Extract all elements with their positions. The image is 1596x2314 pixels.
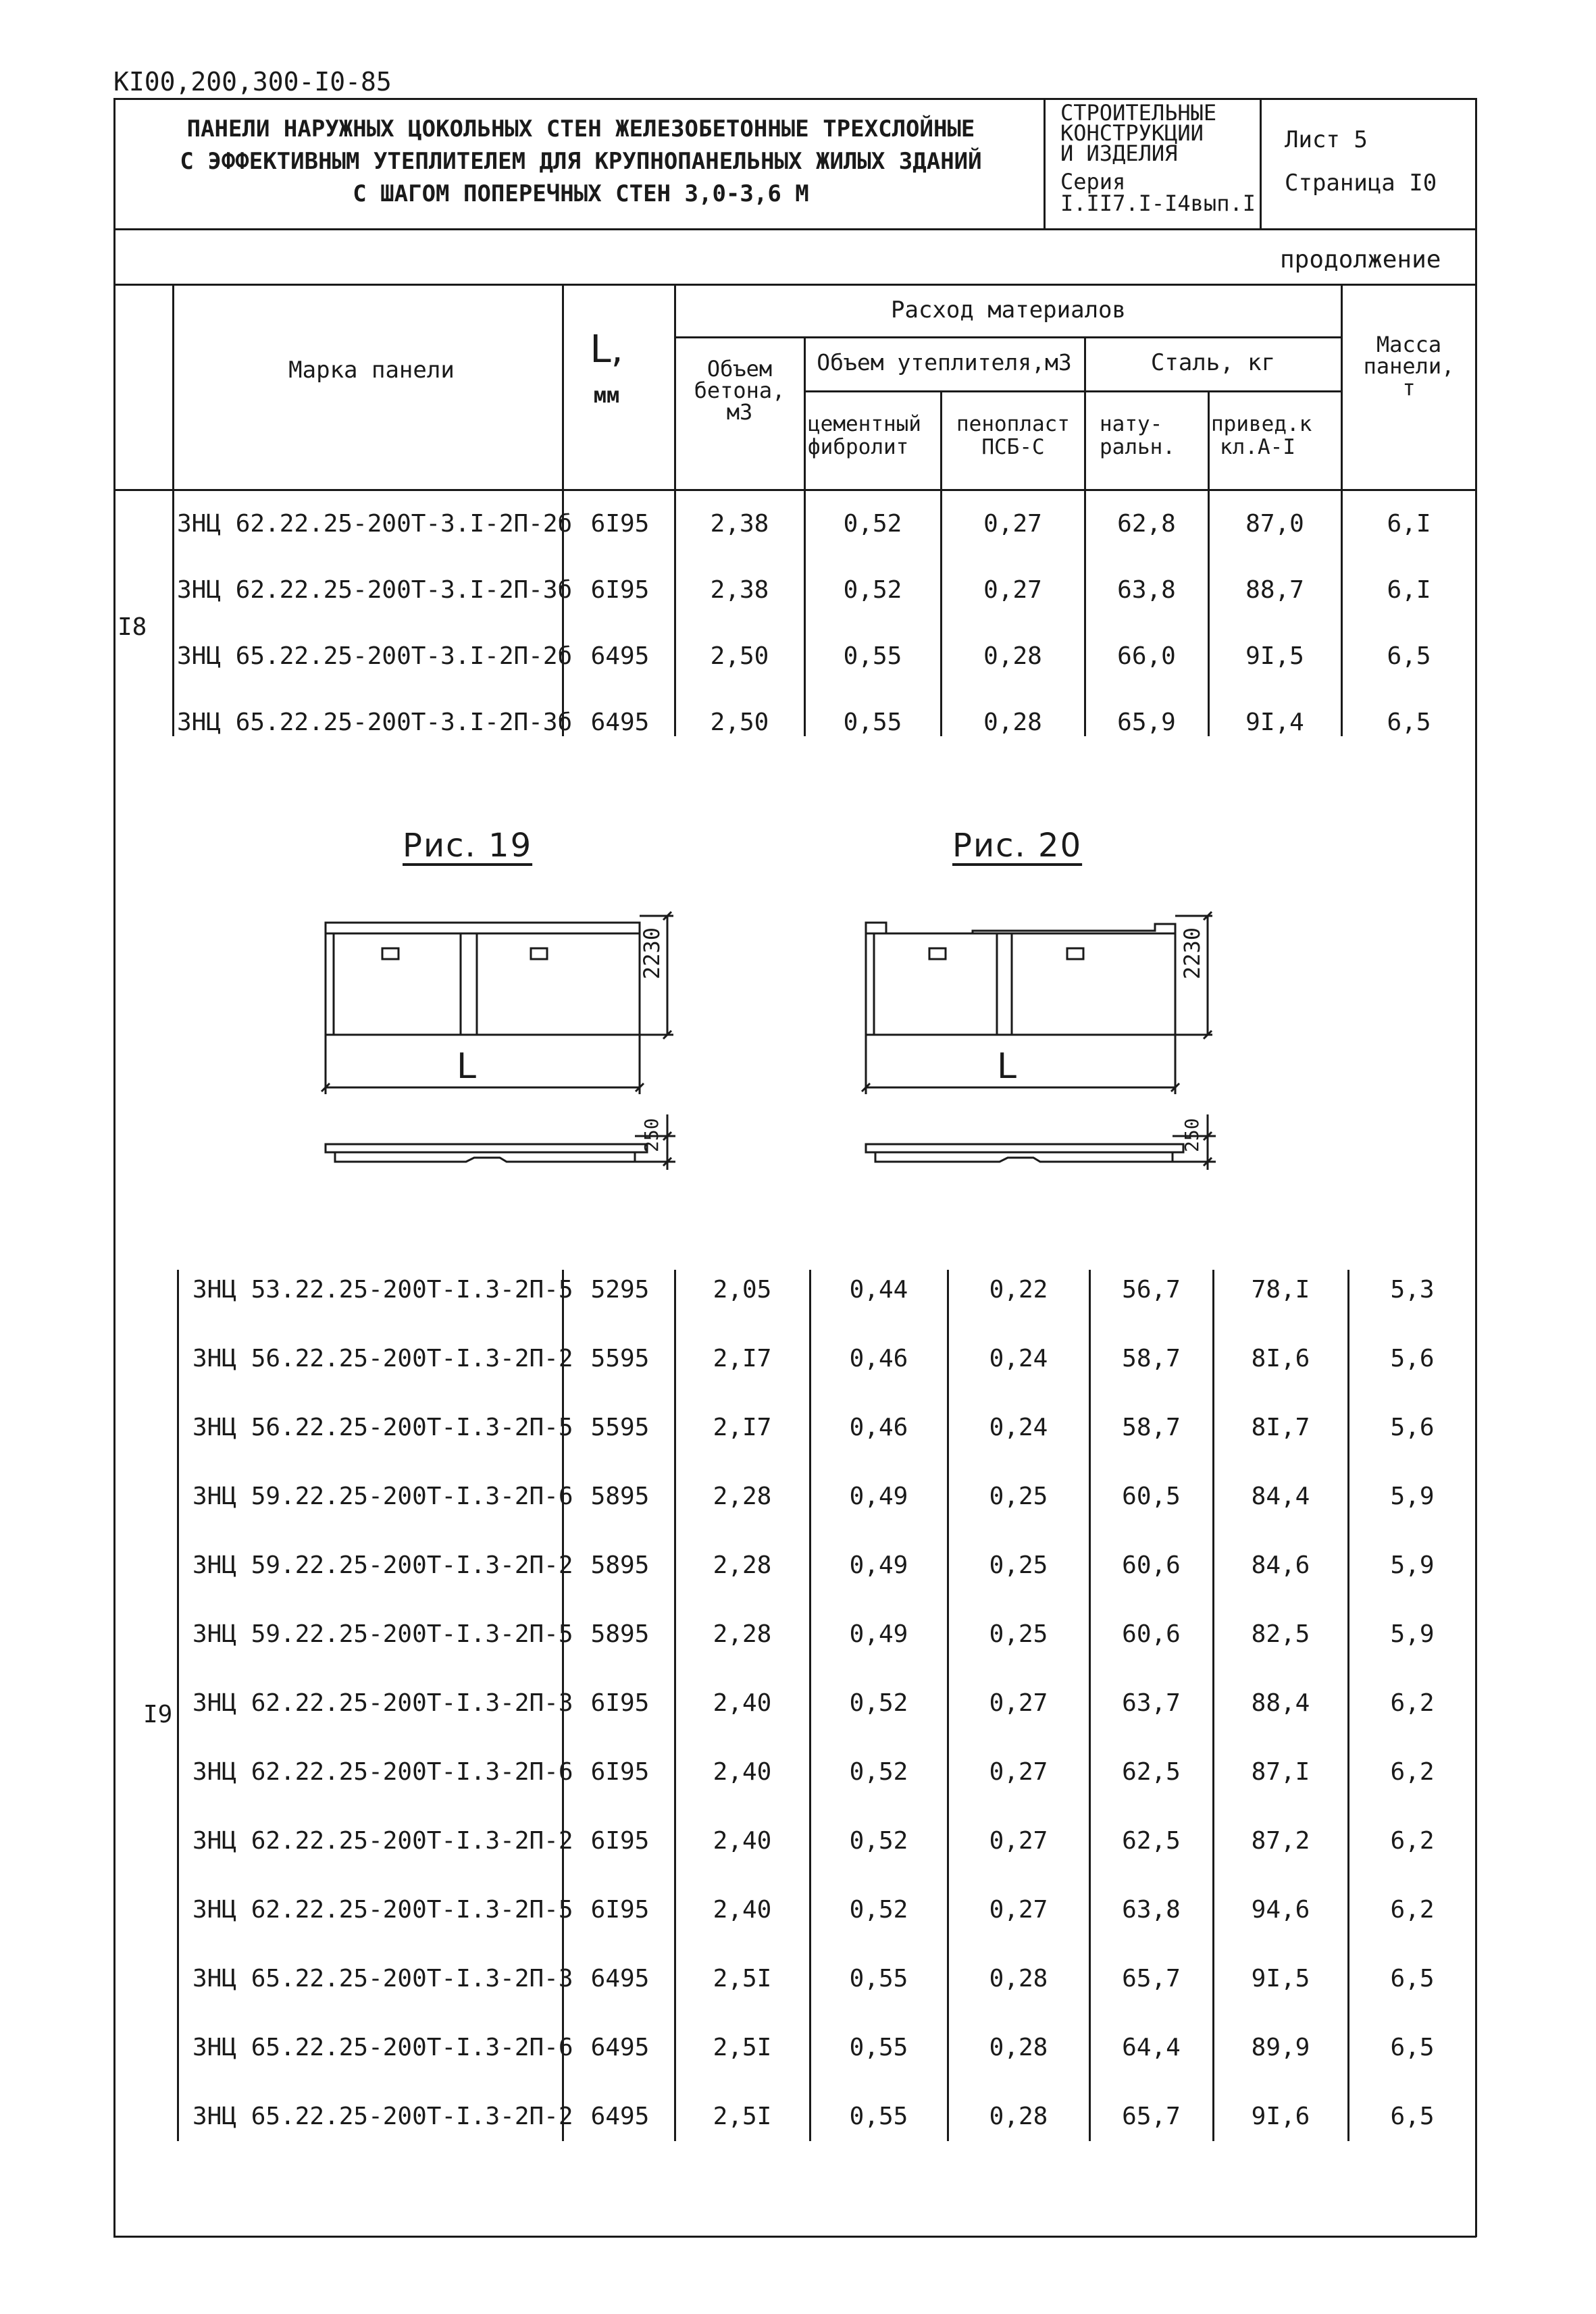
fibrolite-volume-cell: 0,49 — [849, 1620, 908, 1648]
header-concrete-l3: м3 — [726, 399, 753, 425]
steel-reduced-cell: 87,0 — [1245, 510, 1304, 538]
concrete-volume-cell: 2,I7 — [713, 1414, 772, 1441]
title-divider-2 — [1260, 98, 1262, 230]
header-reduced-l1: привед.к — [1211, 412, 1312, 436]
foam-volume-cell: 0,25 — [989, 1483, 1048, 1510]
fibrolite-volume-cell: 0,46 — [849, 1414, 908, 1441]
fig20-window-2 — [1067, 948, 1083, 959]
concrete-volume-cell: 2,40 — [713, 1758, 772, 1786]
fibrolite-volume-cell: 0,52 — [843, 510, 902, 538]
steel-reduced-cell: 9I,5 — [1251, 1965, 1310, 1992]
header-mass-l2: панели, — [1363, 353, 1455, 379]
concrete-volume-cell: 2,40 — [713, 1896, 772, 1924]
panel-mark-cell: 3НЦ 59.22.25-200Т-I.3-2П-6 — [192, 1483, 573, 1510]
panel-mass-cell: 6,2 — [1390, 1758, 1435, 1786]
fibrolite-volume-cell: 0,49 — [849, 1483, 908, 1510]
foam-volume-cell: 0,22 — [989, 1276, 1048, 1304]
steel-natural-cell: 60,5 — [1122, 1483, 1181, 1510]
length-cell: 6I95 — [590, 1896, 650, 1924]
fibrolite-volume-cell: 0,52 — [849, 1827, 908, 1855]
col-sep-mark — [562, 284, 564, 490]
panel-mass-cell: 6,I — [1387, 510, 1431, 538]
length-cell: 6I95 — [590, 1689, 650, 1717]
header-sub-line-2 — [804, 390, 1341, 392]
fig20-height-label: 2230 — [1179, 927, 1205, 979]
steel-natural-cell: 65,7 — [1122, 2103, 1181, 2130]
fig20-thickness-label: 250 — [1181, 1118, 1203, 1152]
panel-mark-cell: 3НЦ 59.22.25-200Т-I.3-2П-2 — [192, 1551, 573, 1579]
steel-natural-cell: 65,9 — [1117, 709, 1176, 736]
steel-reduced-cell: 8I,6 — [1251, 1345, 1310, 1372]
g19-sep-fig — [177, 1270, 179, 2141]
col-sep-fig — [172, 284, 174, 490]
length-cell: 6495 — [590, 642, 650, 670]
steel-natural-cell: 62,5 — [1122, 1758, 1181, 1786]
figure-20-title: Рис. 20 — [952, 827, 1083, 865]
concrete-volume-cell: 2,40 — [713, 1827, 772, 1855]
foam-volume-cell: 0,28 — [983, 709, 1042, 736]
panel-mass-cell: 6,2 — [1390, 1896, 1435, 1924]
steel-natural-cell: 63,8 — [1117, 576, 1176, 604]
length-cell: 5595 — [590, 1345, 650, 1372]
foam-volume-cell: 0,27 — [989, 1689, 1048, 1717]
foam-volume-cell: 0,28 — [983, 642, 1042, 670]
fibrolite-volume-cell: 0,46 — [849, 1345, 908, 1372]
header-consumption: Расход материалов — [891, 297, 1126, 324]
fibrolite-volume-cell: 0,55 — [849, 2034, 908, 2061]
group-19-figure: I9 — [143, 1701, 173, 1728]
frame-bottom-line — [113, 2236, 1476, 2238]
steel-reduced-cell: 9I,4 — [1245, 709, 1304, 736]
continuation-label: продолжение — [1280, 246, 1441, 274]
panel-mass-cell: 6,5 — [1390, 2103, 1435, 2130]
steel-natural-cell: 62,5 — [1122, 1827, 1181, 1855]
fig19-length-label: L — [457, 1046, 476, 1087]
panel-mass-cell: 6,2 — [1390, 1689, 1435, 1717]
frame-left-line — [113, 98, 115, 2237]
foam-volume-cell: 0,25 — [989, 1551, 1048, 1579]
length-cell: 6495 — [590, 1965, 650, 1992]
steel-natural-cell: 63,7 — [1122, 1689, 1181, 1717]
header-bottom-line — [113, 489, 1476, 491]
steel-reduced-cell: 94,6 — [1251, 1896, 1310, 1924]
length-cell: 5595 — [590, 1414, 650, 1441]
concrete-volume-cell: 2,38 — [710, 510, 769, 538]
panel-mass-cell: 5,9 — [1390, 1483, 1435, 1510]
panel-mass-cell: 6,2 — [1390, 1827, 1435, 1855]
header-sub-line-1 — [674, 336, 1341, 338]
header-fibrolite-l2: фибролит — [808, 435, 909, 459]
panel-mark-cell: 3НЦ 62.22.25-200Т-3.I-2П-3б — [177, 576, 573, 604]
document-code: КI00,200,300-I0-85 — [113, 67, 392, 97]
concrete-volume-cell: 2,40 — [713, 1689, 772, 1717]
steel-natural-cell: 64,4 — [1122, 2034, 1181, 2061]
figure-19-title: Рис. 19 — [403, 827, 533, 865]
length-cell: 6I95 — [590, 1758, 650, 1786]
panel-mark-cell: 3НЦ 62.22.25-200Т-I.3-2П-2 — [192, 1827, 573, 1855]
steel-natural-cell: 58,7 — [1122, 1414, 1181, 1441]
steel-natural-cell: 63,8 — [1122, 1896, 1181, 1924]
panel-mark-cell: 3НЦ 65.22.25-200Т-I.3-2П-2 — [192, 2103, 573, 2130]
fibrolite-volume-cell: 0,52 — [849, 1896, 908, 1924]
steel-reduced-cell: 9I,5 — [1245, 642, 1304, 670]
panel-mark-cell: 3НЦ 56.22.25-200Т-I.3-2П-2 — [192, 1345, 573, 1372]
fibrolite-volume-cell: 0,52 — [843, 576, 902, 604]
foam-volume-cell: 0,24 — [989, 1345, 1048, 1372]
length-cell: 6I95 — [590, 510, 650, 538]
frame-right-line — [1475, 98, 1477, 2237]
panel-mark-cell: 3НЦ 62.22.25-200Т-I.3-2П-5 — [192, 1896, 573, 1924]
panel-mark-cell: 3НЦ 62.22.25-200Т-3.I-2П-2б — [177, 510, 573, 538]
title-bottom-line — [113, 228, 1476, 230]
header-foam-l1: пенопласт — [956, 412, 1070, 436]
steel-natural-cell: 62,8 — [1117, 510, 1176, 538]
catalog-line-5: I.II7.I-I4вып.I — [1060, 190, 1256, 216]
length-cell: 6495 — [590, 709, 650, 736]
panel-mark-cell: 3НЦ 53.22.25-200Т-I.3-2П-5 — [192, 1276, 573, 1304]
header-natural-l1: нату- — [1100, 412, 1163, 436]
foam-volume-cell: 0,27 — [989, 1758, 1048, 1786]
steel-reduced-cell: 82,5 — [1251, 1620, 1310, 1648]
length-cell: 5895 — [590, 1551, 650, 1579]
foam-volume-cell: 0,25 — [989, 1620, 1048, 1648]
panel-mark-cell: 3НЦ 62.22.25-200Т-I.3-2П-3 — [192, 1689, 573, 1717]
concrete-volume-cell: 2,50 — [710, 642, 769, 670]
panel-mass-cell: 5,6 — [1390, 1345, 1435, 1372]
steel-natural-cell: 60,6 — [1122, 1551, 1181, 1579]
header-mass-l3: т — [1402, 375, 1416, 401]
header-foam-l2: ПСБ-С — [981, 435, 1045, 459]
length-cell: 6495 — [590, 2103, 650, 2130]
steel-reduced-cell: 89,9 — [1251, 2034, 1310, 2061]
header-fibrolite-l1: цементный — [808, 412, 921, 436]
g18-sep-fig — [172, 489, 174, 736]
foam-volume-cell: 0,27 — [989, 1827, 1048, 1855]
fig20-section-top — [866, 1144, 1183, 1152]
header-concrete-l1: Объем — [706, 356, 773, 382]
fibrolite-volume-cell: 0,52 — [849, 1689, 908, 1717]
fig20-panel-outline — [866, 923, 1175, 1035]
steel-natural-cell: 66,0 — [1117, 642, 1176, 670]
concrete-volume-cell: 2,28 — [713, 1620, 772, 1648]
panel-mark-cell: 3НЦ 62.22.25-200Т-I.3-2П-6 — [192, 1758, 573, 1786]
panel-mass-cell: 5,9 — [1390, 1620, 1435, 1648]
concrete-volume-cell: 2,38 — [710, 576, 769, 604]
steel-natural-cell: 58,7 — [1122, 1345, 1181, 1372]
fig20-window-1 — [929, 948, 946, 959]
frame-top-line — [113, 98, 1476, 100]
catalog-line-4: Серия — [1060, 169, 1126, 195]
concrete-volume-cell: 2,50 — [710, 709, 769, 736]
steel-reduced-cell: 87,I — [1251, 1758, 1310, 1786]
foam-volume-cell: 0,28 — [989, 2103, 1048, 2130]
header-natural-l2: ральн. — [1100, 435, 1175, 459]
group-18-figure: I8 — [118, 613, 147, 641]
sheet-number: Лист 5 — [1285, 126, 1368, 153]
panel-mark-cell: 3НЦ 65.22.25-200Т-3.I-2П-3б — [177, 709, 573, 736]
panel-mass-cell: 5,6 — [1390, 1414, 1435, 1441]
panel-mass-cell: 6,I — [1387, 576, 1431, 604]
fig19-window-1 — [382, 948, 398, 959]
header-mass-l1: Масса — [1376, 332, 1442, 357]
steel-reduced-cell: 87,2 — [1251, 1827, 1310, 1855]
panel-mass-cell: 5,3 — [1390, 1276, 1435, 1304]
header-insulation: Объем утеплителя,м3 — [817, 349, 1072, 376]
col-sep-natural — [1208, 390, 1210, 490]
concrete-volume-cell: 2,5I — [713, 2103, 772, 2130]
header-length-symbol: L, — [590, 328, 623, 371]
fibrolite-volume-cell: 0,44 — [849, 1276, 908, 1304]
steel-reduced-cell: 8I,7 — [1251, 1414, 1310, 1441]
fig19-window-2 — [531, 948, 547, 959]
foam-volume-cell: 0,27 — [983, 510, 1042, 538]
title-divider-1 — [1044, 98, 1046, 230]
catalog-line-3: И ИЗДЕЛИЯ — [1060, 140, 1178, 166]
catalog-line-1: СТРОИТЕЛЬНЫЕ — [1060, 100, 1217, 126]
fibrolite-volume-cell: 0,52 — [849, 1758, 908, 1786]
concrete-volume-cell: 2,5I — [713, 1965, 772, 1992]
steel-reduced-cell: 88,4 — [1251, 1689, 1310, 1717]
header-concrete-l2: бетона, — [694, 378, 786, 403]
page-number: Страница I0 — [1285, 170, 1437, 197]
title-line-2: С ЭФФЕКТИВНЫМ УТЕПЛИТЕЛЕМ ДЛЯ КРУПНОПАНЕЛЬНЫХ ЖИЛЫХ ЗДАНИЙ — [180, 148, 982, 175]
panel-mass-cell: 6,5 — [1387, 709, 1431, 736]
fibrolite-volume-cell: 0,49 — [849, 1551, 908, 1579]
foam-volume-cell: 0,24 — [989, 1414, 1048, 1441]
panel-mark-cell: 3НЦ 59.22.25-200Т-I.3-2П-5 — [192, 1620, 573, 1648]
steel-reduced-cell: 84,4 — [1251, 1483, 1310, 1510]
panel-mass-cell: 5,9 — [1390, 1551, 1435, 1579]
concrete-volume-cell: 2,28 — [713, 1483, 772, 1510]
length-cell: 5295 — [590, 1276, 650, 1304]
steel-reduced-cell: 84,6 — [1251, 1551, 1310, 1579]
fibrolite-volume-cell: 0,55 — [849, 2103, 908, 2130]
steel-natural-cell: 56,7 — [1122, 1276, 1181, 1304]
panel-mass-cell: 6,5 — [1390, 1965, 1435, 1992]
fig19-panel-outline — [326, 923, 640, 1035]
panel-mark-cell: 3НЦ 56.22.25-200Т-I.3-2П-5 — [192, 1414, 573, 1441]
foam-volume-cell: 0,28 — [989, 2034, 1048, 2061]
concrete-volume-cell: 2,28 — [713, 1551, 772, 1579]
fig19-section-top — [326, 1144, 647, 1152]
panel-mass-cell: 6,5 — [1387, 642, 1431, 670]
header-length-unit: мм — [593, 382, 620, 408]
panel-mark-cell: 3НЦ 65.22.25-200Т-I.3-2П-3 — [192, 1965, 573, 1992]
steel-reduced-cell: 88,7 — [1245, 576, 1304, 604]
foam-volume-cell: 0,27 — [989, 1896, 1048, 1924]
length-cell: 5895 — [590, 1483, 650, 1510]
concrete-volume-cell: 2,05 — [713, 1276, 772, 1304]
concrete-volume-cell: 2,5I — [713, 2034, 772, 2061]
fibrolite-volume-cell: 0,55 — [843, 642, 902, 670]
header-reduced-l2: кл.А-I — [1220, 435, 1295, 459]
fibrolite-volume-cell: 0,55 — [843, 709, 902, 736]
length-cell: 5895 — [590, 1620, 650, 1648]
fibrolite-volume-cell: 0,55 — [849, 1965, 908, 1992]
title-line-3: С ШАГОМ ПОПЕРЕЧНЫХ СТЕН 3,0-3,6 М — [353, 180, 809, 207]
length-cell: 6I95 — [590, 1827, 650, 1855]
steel-reduced-cell: 9I,6 — [1251, 2103, 1310, 2130]
panel-mark-cell: 3НЦ 65.22.25-200Т-I.3-2П-6 — [192, 2034, 573, 2061]
foam-volume-cell: 0,28 — [989, 1965, 1048, 1992]
concrete-volume-cell: 2,I7 — [713, 1345, 772, 1372]
steel-reduced-cell: 78,I — [1251, 1276, 1310, 1304]
steel-natural-cell: 60,6 — [1122, 1620, 1181, 1648]
panel-mass-cell: 6,5 — [1390, 2034, 1435, 2061]
fig19-thickness-label: 250 — [640, 1118, 663, 1152]
foam-volume-cell: 0,27 — [983, 576, 1042, 604]
header-top-line — [113, 284, 1476, 286]
header-mark: Марка панели — [288, 357, 455, 384]
fig20-length-label: L — [997, 1046, 1016, 1087]
header-steel: Сталь, кг — [1150, 349, 1276, 376]
length-cell: 6495 — [590, 2034, 650, 2061]
fig19-height-label: 2230 — [639, 927, 665, 979]
length-cell: 6I95 — [590, 576, 650, 604]
steel-natural-cell: 65,7 — [1122, 1965, 1181, 1992]
title-line-1: ПАНЕЛИ НАРУЖНЫХ ЦОКОЛЬНЫХ СТЕН ЖЕЛЕЗОБЕТОННЫЕ ТРЕХСЛОЙНЫЕ — [186, 115, 975, 143]
catalog-line-2: КОНСТРУКЦИИ — [1060, 120, 1204, 146]
panel-mark-cell: 3НЦ 65.22.25-200Т-3.I-2П-2б — [177, 642, 573, 670]
